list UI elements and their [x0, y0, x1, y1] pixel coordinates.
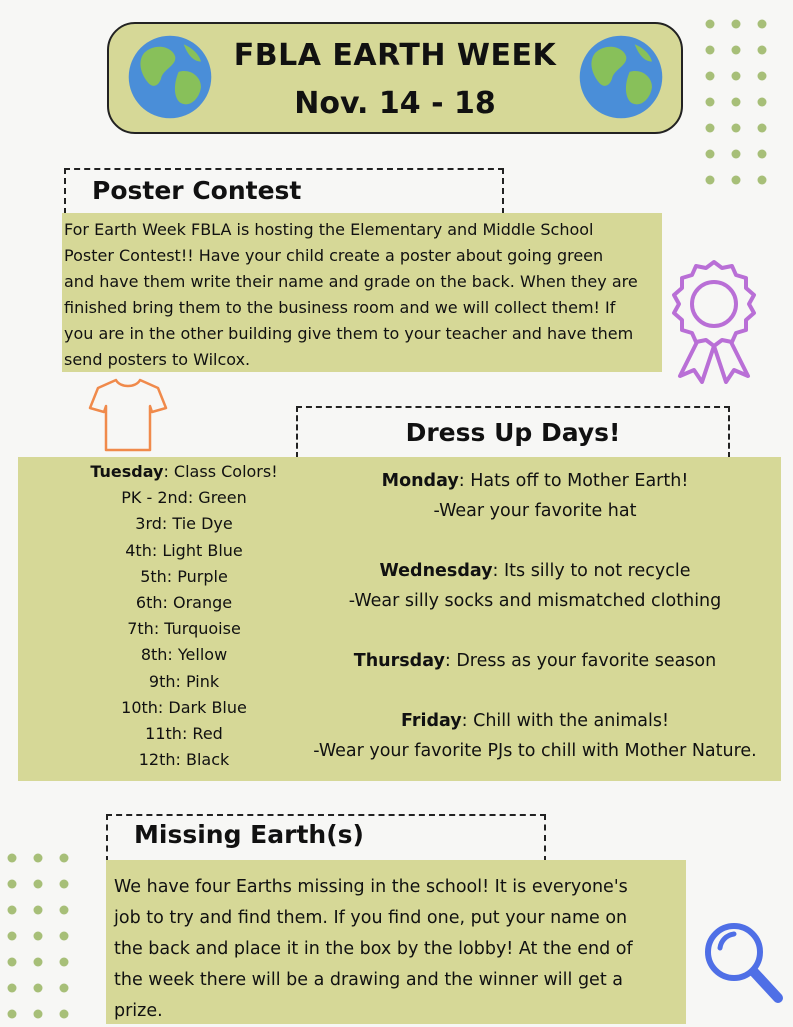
missing-earths-line: the week there will be a drawing and the winner will get a	[114, 970, 623, 990]
decorative-dot	[60, 880, 69, 889]
decorative-dot	[706, 20, 715, 29]
missing-earths-title: Missing Earth(s)	[134, 820, 364, 849]
decorative-dot	[34, 1010, 43, 1019]
day-theme: : Dress as your favorite season	[444, 651, 717, 671]
decorative-dot	[758, 98, 767, 107]
poster-contest-line: send posters to Wilcox.	[64, 350, 251, 369]
missing-earths-heading-tab	[106, 814, 546, 862]
tuesday-class-colors	[86, 459, 282, 773]
decorative-dot	[732, 124, 741, 133]
decorative-dot	[732, 20, 741, 29]
monday-detail: -Wear your favorite hat	[433, 501, 637, 521]
tshirt-icon	[88, 376, 168, 454]
decorative-dot	[758, 124, 767, 133]
decorative-dot	[60, 984, 69, 993]
decorative-dot	[758, 150, 767, 159]
award-ribbon-icon	[668, 258, 760, 384]
missing-earths-line: prize.	[114, 1001, 163, 1021]
spacer	[298, 526, 772, 556]
decorative-dot	[60, 854, 69, 863]
poster-contest-line: you are in the other building give them to your teacher and have them	[64, 324, 634, 343]
grade-color: 10th: Dark Blue	[121, 697, 247, 717]
dress-up-days-heading-tab	[296, 406, 730, 458]
decorative-dot	[34, 906, 43, 915]
decorative-dots-bottom-left	[2, 848, 92, 1024]
globe-icon	[127, 34, 213, 120]
tuesday-heading	[86, 459, 282, 485]
friday-heading	[298, 706, 772, 736]
decorative-dot	[706, 72, 715, 81]
decorative-dot	[8, 932, 17, 941]
decorative-dot	[758, 176, 767, 185]
decorative-dot	[706, 98, 715, 107]
decorative-dot	[34, 880, 43, 889]
missing-earths-line: the back and place it in the box by the lobby! At the end of	[114, 939, 633, 959]
dress-up-days-title: Dress Up Days!	[405, 418, 621, 447]
poster-contest-line: and have them write their name and grade on the back. When they are	[64, 272, 638, 291]
grade-color: 9th: Pink	[148, 671, 220, 691]
day-name: Friday	[400, 711, 462, 731]
event-dates: Nov. 14 - 18	[294, 86, 496, 121]
decorative-dot	[8, 880, 17, 889]
poster-contest-heading-tab	[64, 168, 504, 214]
poster-contest-line: finished bring them to the business room and we will collect them! If	[64, 298, 616, 317]
decorative-dot	[706, 124, 715, 133]
day-theme: : Its silly to not recycle	[492, 561, 691, 581]
decorative-dot	[8, 906, 17, 915]
day-name: Monday	[381, 471, 459, 491]
decorative-dot	[732, 72, 741, 81]
decorative-dot	[60, 906, 69, 915]
dress-up-day-list	[298, 466, 772, 766]
missing-earths-line: We have four Earths missing in the school! It is everyone's	[114, 877, 628, 897]
day-name: Thursday	[353, 651, 445, 671]
page-title: FBLA EARTH WEEK	[233, 38, 557, 73]
decorative-dot	[758, 72, 767, 81]
decorative-dot	[732, 176, 741, 185]
decorative-dot	[732, 150, 741, 159]
decorative-dot	[758, 46, 767, 55]
decorative-dot	[34, 958, 43, 967]
poster-contest-line: Poster Contest!! Have your child create a poster about going green	[64, 246, 604, 265]
grade-color: 4th: Light Blue	[125, 540, 243, 560]
grade-color: 11th: Red	[145, 724, 223, 744]
decorative-dot	[34, 932, 43, 941]
decorative-dot	[34, 984, 43, 993]
grade-color: 8th: Yellow	[140, 645, 228, 665]
day-name: Wednesday	[379, 561, 493, 581]
decorative-dot	[60, 932, 69, 941]
missing-earths-line: job to try and find them. If you find one, put your name on	[114, 908, 628, 928]
decorative-dot	[8, 958, 17, 967]
spacer	[298, 676, 772, 706]
decorative-dot	[706, 176, 715, 185]
decorative-dot	[60, 1010, 69, 1019]
friday-detail: -Wear your favorite PJs to chill with Mother Nature.	[313, 741, 757, 761]
poster-contest-line: For Earth Week FBLA is hosting the Elementary and Middle School	[64, 220, 594, 239]
decorative-dot	[8, 1010, 17, 1019]
decorative-dot	[8, 984, 17, 993]
grade-color: 3rd: Tie Dye	[135, 514, 233, 534]
day-name: Tuesday	[90, 462, 164, 481]
grade-color: 5th: Purple	[140, 566, 228, 586]
spacer	[298, 616, 772, 646]
decorative-dot	[732, 98, 741, 107]
decorative-dot	[60, 958, 69, 967]
poster-contest-description	[62, 213, 662, 372]
decorative-dots-top-right	[700, 14, 790, 190]
decorative-dot	[732, 46, 741, 55]
globe-icon	[578, 34, 664, 120]
day-theme: : Hats off to Mother Earth!	[458, 471, 689, 491]
monday-heading	[298, 466, 772, 496]
decorative-dot	[706, 150, 715, 159]
decorative-dot	[34, 854, 43, 863]
poster-contest-title: Poster Contest	[92, 176, 302, 205]
decorative-dot	[758, 20, 767, 29]
grade-color: PK - 2nd: Green	[121, 488, 247, 508]
grade-color: 7th: Turquoise	[127, 619, 241, 639]
grade-color: 12th: Black	[138, 750, 230, 770]
wednesday-detail: -Wear silly socks and mismatched clothing	[348, 591, 722, 611]
grade-color: 6th: Orange	[135, 593, 233, 613]
magnifying-glass-icon	[700, 918, 786, 1006]
day-theme: : Chill with the animals!	[461, 711, 669, 731]
decorative-dot	[706, 46, 715, 55]
day-theme: : Class Colors!	[163, 462, 278, 481]
decorative-dot	[8, 854, 17, 863]
missing-earths-description	[106, 860, 686, 1024]
wednesday-heading	[298, 556, 772, 586]
thursday-heading	[298, 646, 772, 676]
